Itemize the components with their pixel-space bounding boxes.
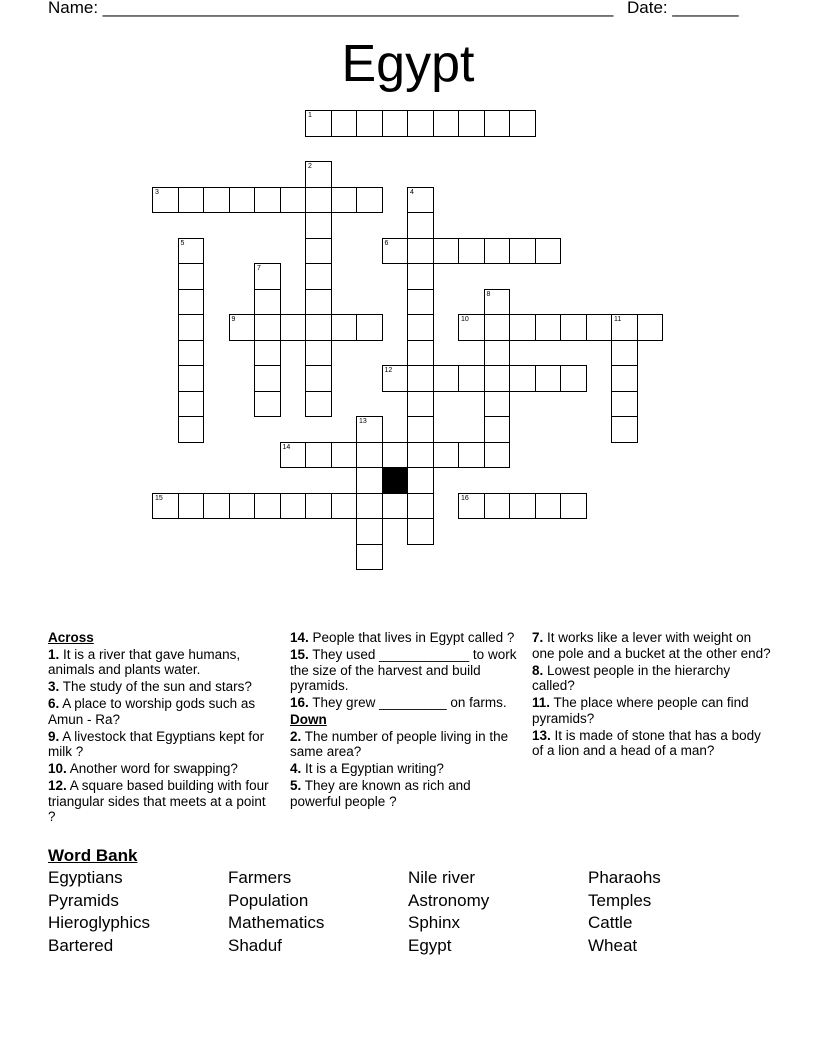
grid-cell[interactable] [305,289,332,316]
clue-across-15: 15. They used ____________ to work the size of the harvest and build pyramids. [290,647,517,693]
cell-number: 2 [308,163,312,170]
clue-across-10: 10. Another word for swapping? [48,761,238,776]
cell-number: 9 [231,316,236,323]
grid-cell[interactable] [356,314,383,341]
grid-cell[interactable] [356,416,383,443]
grid-cell[interactable] [305,493,332,520]
grid-cell[interactable] [560,493,587,520]
page-title: Egypt [341,35,475,93]
grid-cell[interactable] [509,365,536,392]
clues-column-2 [290,630,518,811]
grid-cell[interactable] [433,110,460,137]
grid-cell[interactable] [305,212,332,239]
grid-cell[interactable] [484,314,511,341]
grid-cell[interactable] [611,340,638,367]
grid-cell[interactable] [484,442,511,469]
grid-cell[interactable] [254,289,281,316]
cell-number: 10 [461,316,469,323]
grid-cell[interactable] [305,391,332,418]
cell-number: 13 [359,418,367,425]
grid-cell[interactable] [382,493,409,520]
grid-cell[interactable] [509,110,536,137]
word-bank-item: Wheat [588,936,638,956]
grid-cell[interactable] [535,493,562,520]
grid-cell[interactable] [586,314,613,341]
grid-cell[interactable] [356,467,383,494]
clue-down-8: 8. Lowest people in the hierarchy called? [532,662,731,693]
down-heading: Down [290,712,327,727]
grid-cell[interactable] [229,314,256,341]
grid-cell[interactable] [407,416,434,443]
grid-block-cell [382,467,409,494]
grid-cell[interactable] [560,314,587,341]
grid-cell[interactable] [407,212,434,239]
grid-cell[interactable] [407,391,434,418]
clue-across-6: 6. A place to worship gods such as Amun - Ra? [48,696,256,727]
grid-cell[interactable] [254,314,281,341]
grid-cell[interactable] [203,187,230,214]
word-bank-item: Mathematics [228,913,325,933]
grid-cell[interactable] [407,187,434,214]
word-bank-item: Egypt [408,936,452,956]
grid-cell[interactable] [178,416,205,443]
grid-cell[interactable] [356,493,383,520]
grid-cell[interactable] [305,442,332,469]
grid-cell[interactable] [407,289,434,316]
cell-number: 7 [257,265,261,272]
clue-across-9: 9. A livestock that Egyptians kept for milk ? [48,728,265,759]
clue-across-1: 1. It is a river that gave humans, animals and plants water. [48,646,241,677]
clue-down-7: 7. It works like a lever with weight on one pole and a bucket at the other end? [532,630,771,661]
cell-number: 1 [308,112,312,119]
word-bank-item: Astronomy [408,890,490,910]
date-field[interactable]: Date: _______ [627,0,739,17]
grid-cell[interactable] [331,187,358,214]
clues-column-1 [48,630,276,826]
grid-cell[interactable] [535,314,562,341]
grid-cell[interactable] [356,110,383,137]
grid-cell[interactable] [611,391,638,418]
grid-cell[interactable] [280,314,307,341]
cell-number: 5 [180,239,185,247]
grid-cell[interactable] [178,263,205,290]
word-bank-item: Temples [588,890,652,910]
clues-column-3 [532,630,772,760]
across-heading: Across [48,630,94,645]
grid-cell[interactable] [407,110,434,137]
clue-down-4: 4. It is a Egyptian writing? [290,761,444,776]
cell-number: 8 [486,290,491,298]
grid-cell[interactable] [305,161,332,188]
grid-cell[interactable] [458,365,485,392]
cell-number: 15 [155,494,163,502]
grid-cell[interactable] [331,493,358,520]
word-bank-item: Sphinx [408,913,460,933]
name-field[interactable]: Name: ______________________________________________________ [48,0,614,17]
grid-cell[interactable] [484,493,511,520]
grid-cell[interactable] [458,442,485,469]
cell-number: 6 [384,239,389,247]
grid-cell[interactable] [280,187,307,214]
grid-cell[interactable] [407,493,434,520]
word-bank-title: Word Bank [48,846,138,865]
clue-across-3: 3. The study of the sun and stars? [48,679,252,694]
grid-cell[interactable] [509,314,536,341]
grid-cell[interactable] [484,238,511,265]
word-bank-item: Egyptians [48,868,123,887]
grid-cell[interactable] [484,391,511,418]
grid-cell[interactable] [254,365,281,392]
grid-cell[interactable] [152,493,179,520]
word-bank-item: Farmers [228,868,292,887]
grid-cell[interactable] [509,238,536,265]
grid-cell[interactable] [611,416,638,443]
grid-cell[interactable] [305,314,332,341]
word-bank-item: Nile river [408,868,476,887]
grid-cell[interactable] [484,340,511,367]
word-bank-item: Cattle [588,913,633,933]
grid-cell[interactable] [407,238,434,265]
grid-cell[interactable] [254,263,281,290]
grid-cell[interactable] [382,442,409,469]
grid-cell[interactable] [382,238,409,265]
grid-cell[interactable] [280,442,307,469]
clue-down-11: 11. The place where people can find pyramids? [532,695,749,726]
cell-number: 16 [461,494,469,502]
grid-cell[interactable] [178,391,205,418]
clue-across-16: 16. They grew _________ on farms. [290,695,507,710]
grid-cell[interactable] [356,442,383,469]
grid-cell[interactable] [305,110,332,137]
word-bank-item: Pharaohs [588,868,661,887]
grid-cell[interactable] [535,365,562,392]
cell-number: 4 [410,188,414,196]
grid-cell[interactable] [458,238,485,265]
cell-number: 11 [614,316,622,323]
grid-cell[interactable] [407,442,434,469]
grid-cell[interactable] [203,493,230,520]
grid-cell[interactable] [178,238,205,265]
grid-cell[interactable] [407,467,434,494]
grid-cell[interactable] [152,187,179,214]
grid-cell[interactable] [484,416,511,443]
grid-cell[interactable] [407,263,434,290]
clue-down-13: 13. It is made of stone that has a body of a lion and a head of a man? [532,727,761,758]
grid-cell[interactable] [458,314,485,341]
grid-cell[interactable] [305,187,332,214]
grid-cell[interactable] [178,187,205,214]
grid-cell[interactable] [458,110,485,137]
word-bank-item: Shaduf [228,936,282,956]
grid-cell[interactable] [433,365,460,392]
grid-cell[interactable] [331,314,358,341]
grid-cell[interactable] [178,340,205,367]
word-bank-item: Bartered [48,936,114,956]
word-bank-item: Hieroglyphics [48,913,151,933]
grid-cell[interactable] [229,187,256,214]
grid-cell[interactable] [560,365,587,392]
grid-cell[interactable] [331,442,358,469]
grid-cell[interactable] [331,110,358,137]
grid-cell[interactable] [254,493,281,520]
grid-cell[interactable] [229,493,256,520]
grid-cell[interactable] [484,289,511,316]
grid-cell[interactable] [407,314,434,341]
grid-cell[interactable] [458,493,485,520]
cell-number: 3 [155,188,159,196]
grid-cell[interactable] [178,365,205,392]
grid-cell[interactable] [356,187,383,214]
grid-cell[interactable] [178,289,205,316]
grid-cell[interactable] [305,238,332,265]
cell-number: 12 [384,367,393,374]
grid-cell[interactable] [407,365,434,392]
cell-number: 14 [282,443,291,451]
word-bank-item: Population [228,890,309,910]
grid-cell[interactable] [433,238,460,265]
grid-cell[interactable] [637,314,664,341]
grid-cell[interactable] [407,518,434,545]
grid-cell[interactable] [484,365,511,392]
grid-cell[interactable] [509,493,536,520]
grid-cell[interactable] [407,340,434,367]
grid-cell[interactable] [356,518,383,545]
grid-cell[interactable] [535,238,562,265]
grid-cell[interactable] [382,365,409,392]
clue-across-12: 12. A square based building with four triangular sides that meets at a point ? [48,778,269,824]
grid-cell[interactable] [484,110,511,137]
clue-down-2: 2. The number of people living in the same area? [290,728,509,759]
grid-cell[interactable] [382,110,409,137]
grid-cell[interactable] [280,493,307,520]
word-bank-item: Pyramids [48,890,119,910]
grid-cell[interactable] [611,365,638,392]
grid-cell[interactable] [305,365,332,392]
clue-down-5: 5. They are known as rich and powerful people ? [290,778,471,809]
grid-cell[interactable] [356,544,383,571]
grid-cell[interactable] [178,493,205,520]
grid-cell[interactable] [254,391,281,418]
grid-cell[interactable] [611,314,638,341]
grid-cell[interactable] [178,314,205,341]
clue-across-14: 14. People that lives in Egypt called ? [290,630,515,645]
grid-cell[interactable] [254,340,281,367]
grid-cell[interactable] [254,187,281,214]
grid-cell[interactable] [305,263,332,290]
grid-cell[interactable] [433,442,460,469]
grid-cell[interactable] [305,340,332,367]
